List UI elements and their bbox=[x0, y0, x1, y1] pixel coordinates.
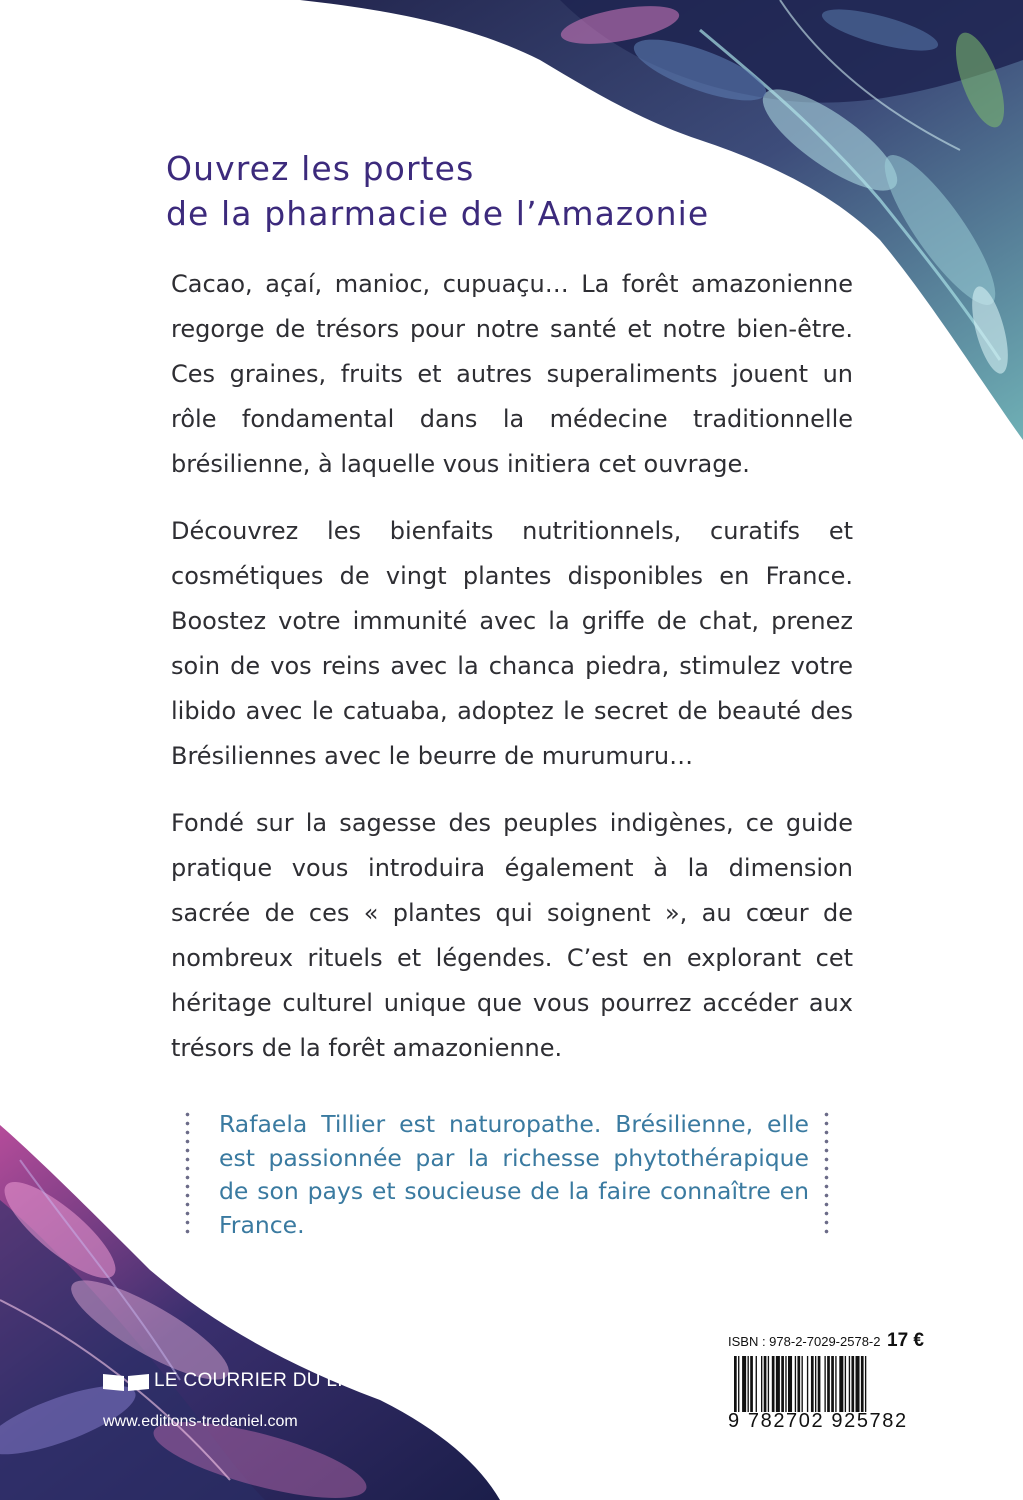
blurb-paragraph-3: Fondé sur la sagesse des peuples indigènes, ce guide pratique vous introduira également à la dimension sacrée de ces « plantes qui soignent », au cœur de nombreux rituels et légendes. C’est en explorant cet héritage culturel unique que vous pourrez accéder aux trésors de la forêt amazonienne. bbox=[171, 809, 853, 1062]
barcode-bar bbox=[768, 1356, 769, 1412]
barcode-block bbox=[728, 1332, 924, 1434]
barcode-bar bbox=[776, 1356, 780, 1412]
barcode-bar bbox=[807, 1356, 808, 1412]
barcode-bar bbox=[756, 1356, 757, 1412]
headline-line-1: Ouvrez les portes bbox=[166, 149, 475, 188]
barcode-bar bbox=[861, 1356, 864, 1412]
barcode-bar bbox=[795, 1356, 796, 1412]
publisher-website: www.editions-tredaniel.com bbox=[103, 1413, 298, 1430]
author-bio-box bbox=[185, 1108, 835, 1240]
barcode-bar bbox=[797, 1356, 800, 1412]
barcode-bar bbox=[811, 1356, 814, 1412]
barcode-bar bbox=[831, 1356, 834, 1412]
barcode-bar bbox=[748, 1356, 749, 1412]
open-book-icon bbox=[102, 1372, 150, 1392]
barcode-bar bbox=[742, 1356, 746, 1412]
publisher-logo bbox=[102, 1368, 402, 1398]
barcode-bar bbox=[750, 1356, 753, 1412]
headline-line-2: de la pharmacie de l’Amazonie bbox=[166, 194, 710, 233]
barcode-bar bbox=[785, 1356, 786, 1412]
barcode-bar bbox=[818, 1356, 821, 1412]
blurb-paragraph-2: Découvrez les bienfaits nutritionnels, curatifs et cosmétiques de vingt plantes disponibles en France. Boostez votre immunité avec la griffe de chat, prenez soin de vos reins avec la chanca piedra, stimulez votre libido avec le catuaba, adoptez le secret de beauté des Brésiliennes avec le beurre de murumuru… bbox=[171, 517, 853, 770]
barcode-bar bbox=[851, 1356, 854, 1412]
barcode-bar bbox=[835, 1356, 836, 1412]
headline bbox=[166, 146, 806, 236]
barcode-bar bbox=[781, 1356, 784, 1412]
dotted-rule-right bbox=[824, 1110, 829, 1238]
barcode-bar bbox=[772, 1356, 775, 1412]
barcode-bar bbox=[815, 1356, 816, 1412]
price-label: 17 € bbox=[887, 1330, 924, 1351]
barcode-bar bbox=[824, 1356, 825, 1412]
author-bio: Rafaela Tillier est naturopathe. Brésilienne, elle est passionnée par la richesse phytothérapique de son pays et soucieuse de la faire connaître en France. bbox=[219, 1110, 809, 1239]
blurb-paragraph-1: Cacao, açaí, manioc, cupuaçu… La forêt amazonienne regorge de trésors pour notre santé et notre bien-être. Ces graines, fruits et autres superaliments jouent un rôle fondamental dans la médecine traditionnelle brésilienne, à laquelle vous initiera cet ouvrage. bbox=[171, 270, 853, 478]
barcode-bar bbox=[761, 1356, 762, 1412]
barcode-bar bbox=[845, 1356, 846, 1412]
barcode-bar bbox=[734, 1356, 737, 1412]
blurb bbox=[171, 262, 853, 1093]
barcode-bar bbox=[738, 1356, 739, 1412]
barcode-bar bbox=[865, 1356, 866, 1412]
barcode-bar bbox=[849, 1356, 850, 1412]
barcode-bar bbox=[764, 1356, 767, 1412]
isbn-label: ISBN : 978-2-7029-2578-2 bbox=[728, 1334, 881, 1349]
barcode bbox=[728, 1356, 924, 1412]
barcode-digits: 9 782702 925782 bbox=[728, 1410, 908, 1432]
barcode-bar bbox=[788, 1356, 792, 1412]
barcode-bar bbox=[856, 1356, 860, 1412]
barcode-bar bbox=[839, 1356, 843, 1412]
dotted-rule-left bbox=[185, 1110, 190, 1238]
barcode-bar bbox=[827, 1356, 830, 1412]
publisher-name: LE COURRIER DU LIVRE bbox=[154, 1370, 383, 1391]
barcode-bar bbox=[802, 1356, 803, 1412]
